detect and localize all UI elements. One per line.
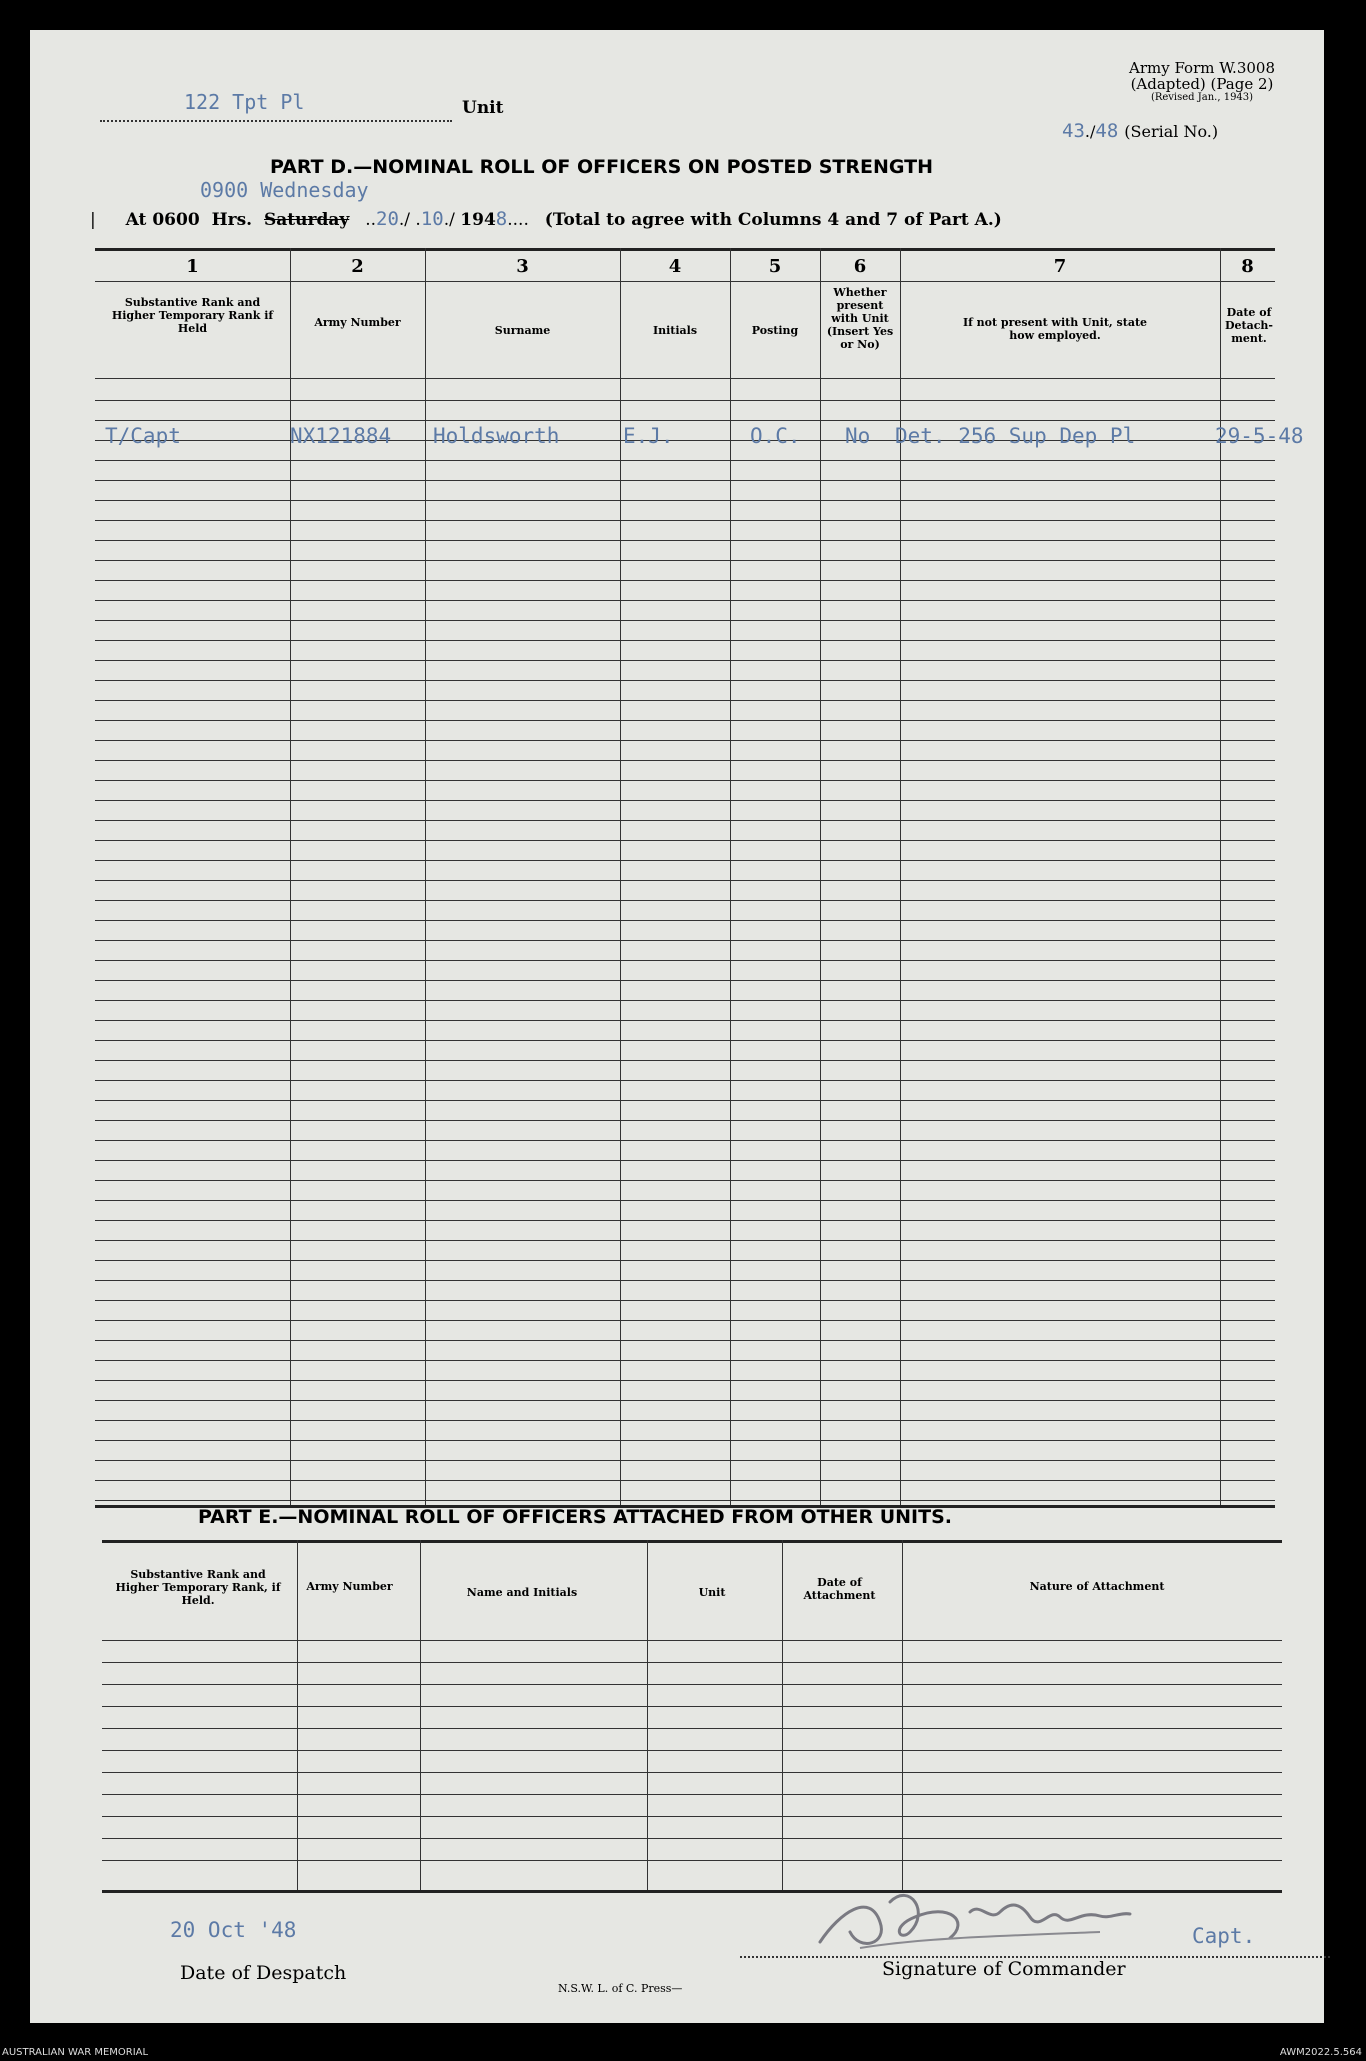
time-printed: 0600 [152,210,200,230]
part-d-title: PART D.—NOMINAL ROLL OF OFFICERS ON POSTED STRENGTH [270,156,934,178]
signature-label: Signature of Commander [882,1958,1126,1980]
ruled-line [95,920,1275,921]
ruled-line [95,820,1275,821]
ruled-line [102,1640,1282,1641]
ruled-line [95,940,1275,941]
ruled-line [95,700,1275,701]
ruled-line [95,1440,1275,1441]
unit-label: Unit [462,98,504,118]
unit-field [100,86,452,122]
ruled-line [95,660,1275,661]
ruled-line [95,620,1275,621]
col-number-5: 5 [768,256,782,277]
header-how-employed: If not present with Unit, state how employed. [962,316,1148,342]
ruled-line [95,1180,1275,1181]
ruled-line [95,1080,1275,1081]
ruled-line [95,1500,1275,1501]
header-rank: Substantive Rank and Higher Temporary Rank if Held [111,296,274,335]
col-number-8: 8 [1241,256,1254,277]
ruled-line [95,1360,1275,1361]
ruled-line [95,680,1275,681]
column-divider [820,248,821,1505]
at-label: At [125,210,147,230]
ruled-line [95,1140,1275,1141]
year-printed: 194 [460,210,496,230]
ruled-line [102,1794,1282,1795]
commander-rank-typed: Capt. [1192,1924,1256,1948]
ruled-line [95,1460,1275,1461]
serial-typed: 43 [1062,120,1085,142]
ruled-line [95,1240,1275,1241]
ruled-line [95,1480,1275,1481]
ruled-line [95,1220,1275,1221]
ruled-line [95,960,1275,961]
form-id-block [1102,60,1302,104]
ruled-line [95,560,1275,561]
ruled-line [95,420,1275,421]
date-day: 20 [376,208,399,230]
despatch-date-label: Date of Despatch [180,1962,347,1984]
e-header-unit: Unit [698,1586,726,1599]
part-e-table [102,1540,1282,1894]
ruled-line [95,600,1275,601]
archive-id: AWM2022.5.564 [1279,2047,1362,2058]
ruled-line [95,1260,1275,1261]
row-posting: O.C. [750,424,801,448]
col-number-1: 1 [186,256,199,277]
ruled-line [95,500,1275,501]
ruled-line [95,1280,1275,1281]
ruled-line [95,460,1275,461]
ruled-line [95,880,1275,881]
ruled-line [95,1120,1275,1121]
serial-label: (Serial No.) [1124,122,1219,141]
serial-sep: ./ [1084,122,1096,141]
form-page [30,30,1324,2023]
ruled-line [95,400,1275,401]
col-number-2: 2 [351,256,364,277]
ruled-line [95,520,1275,521]
ruled-line [95,740,1275,741]
despatch-date-typed: 20 Oct '48 [170,1918,297,1942]
ruled-line [95,1400,1275,1401]
archive-footer [0,2045,1366,2061]
header-surname: Surname [494,324,551,337]
date-month: 10 [420,208,444,230]
ruled-line [95,1340,1275,1341]
row-surname: Holdsworth [433,424,560,448]
ruled-line [102,1772,1282,1773]
ruled-line [102,1728,1282,1729]
header-initials: Initials [652,324,698,337]
ruled-line [95,1100,1275,1101]
row-rank: T/Capt [105,424,181,448]
total-note: (Total to agree with Columns 4 and 7 of Part A.) [544,210,1002,230]
ruled-line [95,760,1275,761]
e-header-name-initials: Name and Initials [466,1586,578,1599]
row-army-number: NX121884 [290,424,392,448]
col-number-6: 6 [853,256,867,277]
signature-image [800,1872,1220,1962]
typed-time: 0900 Wednesday [200,178,369,202]
col-number-7: 7 [1053,256,1067,277]
form-revised: (Revised Jan., 1943) [1150,92,1254,103]
row-how-employed: Det. 256 Sup Dep Pl [895,424,1136,448]
day-printed: Saturday [264,210,350,230]
ruled-line [95,1300,1275,1301]
header-army-number: Army Number [314,316,401,329]
ruled-line [102,1662,1282,1663]
ruled-line [95,580,1275,581]
header-date-detachment: Date of Detach-ment. [1224,306,1273,345]
ruled-line [102,1750,1282,1751]
column-divider [902,1540,903,1890]
e-header-nature: Nature of Attachment [1029,1580,1165,1593]
ruled-line [102,1816,1282,1817]
ruled-line [95,1160,1275,1161]
ruled-line [95,1320,1275,1321]
header-present: Whether present with Unit (Insert Yes or No) [826,286,894,351]
part-d-table [95,248,1304,1510]
ruled-line [102,1838,1282,1839]
e-header-rank: Substantive Rank and Higher Temporary Rank, if Held. [115,1568,281,1607]
printer-imprint: N.S.W. L. of C. Press— [558,1982,683,1995]
column-divider [730,248,731,1505]
ruled-line [95,1380,1275,1381]
col-number-4: 4 [668,256,682,277]
ruled-line [95,800,1275,801]
row-date-detachment: 29-5-48 [1215,424,1304,448]
form-id: Army Form W.3008 [1129,59,1275,77]
archive-name: AUSTRALIAN WAR MEMORIAL [2,2047,149,2058]
ruled-line [95,1020,1275,1021]
hrs-label: Hrs. [211,210,253,230]
ruled-line [102,1860,1282,1861]
column-divider [425,248,426,1505]
ruled-line [95,840,1275,841]
e-header-date-attachment: Date of Attachment [803,1576,876,1602]
ruled-line [95,540,1275,541]
ruled-line [95,900,1275,901]
ruled-line [95,480,1275,481]
ruled-line [95,1060,1275,1061]
row-present: No [845,424,871,448]
ruled-line [102,1706,1282,1707]
unit-value: 122 Tpt Pl [184,90,305,114]
col-number-3: 3 [516,256,529,277]
ruled-line [95,1420,1275,1421]
ruled-line [95,1200,1275,1201]
serial-year: 48 [1095,120,1119,142]
ruled-line [102,1684,1282,1685]
year-typed: 8 [495,208,508,230]
form-adapted: (Adapted) (Page 2) [1130,75,1274,93]
ruled-line [95,980,1275,981]
serial-number [1062,120,1218,142]
ruled-line [95,1040,1275,1041]
part-e-title: PART E.—NOMINAL ROLL OF OFFICERS ATTACHED FROM OTHER UNITS. [198,1506,952,1528]
ruled-line [95,1000,1275,1001]
row-initials: E.J. [623,424,674,448]
part-d-at-line: | At 0600 Hrs. Saturday ..20./ .10./ 1948.... (Total to agree with Columns 4 and 7 of Part A.) [90,208,1002,230]
ruled-line [95,720,1275,721]
column-divider [620,248,621,1505]
ruled-line [95,860,1275,861]
ruled-line [95,640,1275,641]
header-posting: Posting [751,324,799,337]
e-header-army-number: Army Number [306,1580,393,1593]
ruled-line [95,780,1275,781]
